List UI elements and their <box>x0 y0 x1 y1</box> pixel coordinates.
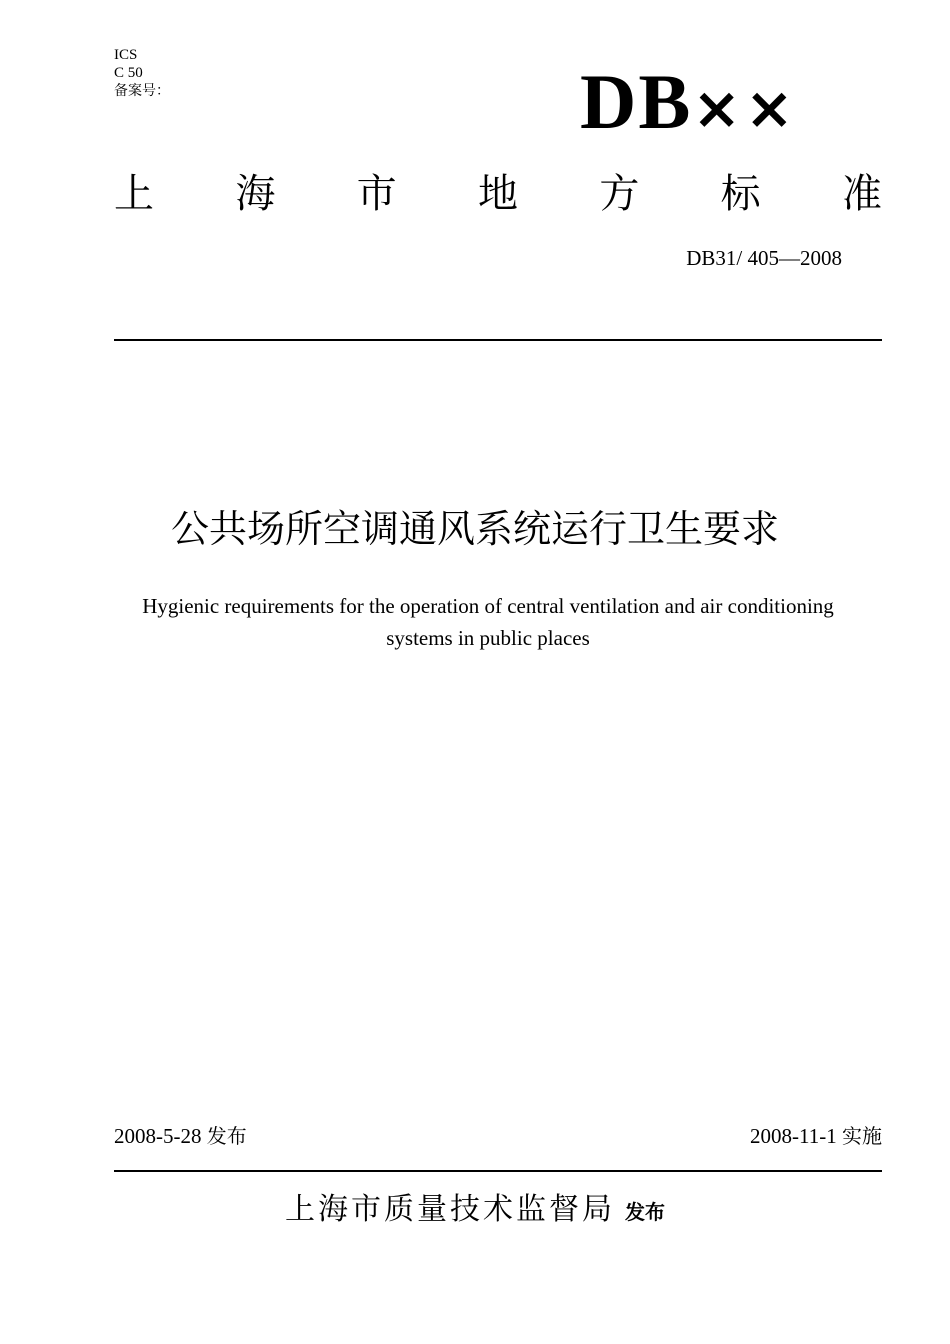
standard-type-char: 海 <box>235 171 276 217</box>
effective-date-value: 2008-11-1 <box>750 1124 837 1148</box>
standard-type-heading <box>114 168 882 220</box>
header-divider <box>114 339 882 341</box>
publish-date-value: 2008-5-28 <box>114 1124 202 1148</box>
standard-number: DB31/ 405—2008 <box>686 246 842 270</box>
standard-type-char: 上 <box>114 171 154 217</box>
standard-type-char: 市 <box>356 171 397 217</box>
issuer-name: 上海市质量技术监督局 <box>285 1192 615 1227</box>
standard-type-char: 标 <box>720 171 761 217</box>
record-number-label: 备案号： <box>114 83 170 99</box>
ics-label: ICS <box>114 47 138 63</box>
publish-date <box>114 1120 247 1149</box>
document-title-en: Hygienic requirements for the operation of central ventilation and air conditioning systems in public places <box>142 594 834 650</box>
classification-code: C 50 <box>114 65 143 81</box>
issuing-authority <box>0 1184 950 1228</box>
standard-type-char: 准 <box>841 171 882 217</box>
issuer-action: 发布 <box>625 1200 665 1224</box>
db-logo-letters: DB <box>580 58 693 145</box>
effective-date-label: 实施 <box>842 1124 882 1148</box>
effective-date <box>750 1120 882 1149</box>
document-title-cn: 公共场所空调通风系统运行卫生要求 <box>170 507 779 551</box>
standard-type-char: 地 <box>477 171 518 217</box>
document-meta <box>114 46 170 100</box>
db-logo-suffix: ×× <box>692 74 798 142</box>
standard-type-char: 方 <box>599 171 640 217</box>
publish-date-label: 发布 <box>206 1124 247 1148</box>
footer-divider <box>114 1170 882 1172</box>
db-logo <box>580 58 798 148</box>
